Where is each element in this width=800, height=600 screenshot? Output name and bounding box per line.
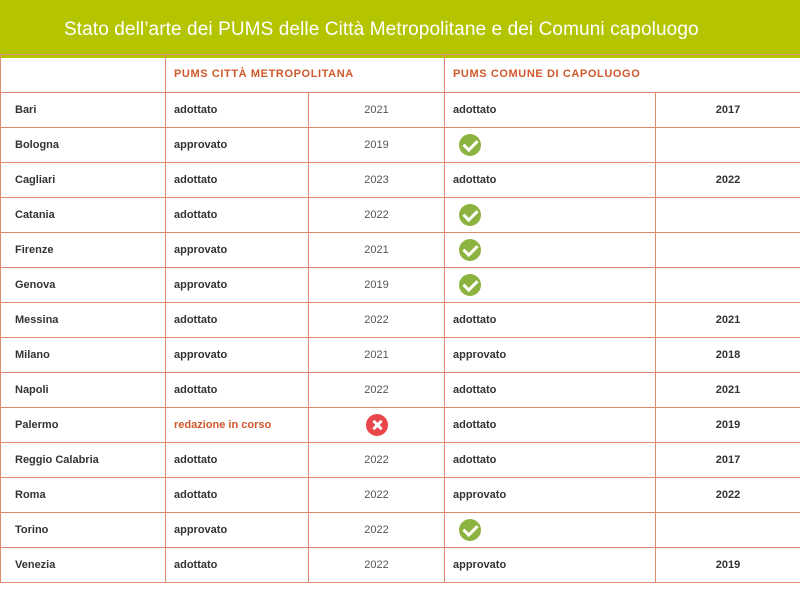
cross-icon xyxy=(366,414,388,436)
cc-status: adottato xyxy=(445,443,656,478)
cm-year: 2019 xyxy=(309,268,445,303)
city-name: Firenze xyxy=(1,233,166,268)
cc-year xyxy=(656,128,800,163)
cm-year: 2021 xyxy=(309,338,445,373)
title-banner xyxy=(0,0,800,58)
cm-year: 2022 xyxy=(309,198,445,233)
cm-year: 2021 xyxy=(309,233,445,268)
cm-status: approvato xyxy=(166,338,309,373)
table-row xyxy=(1,303,800,338)
city-name: Bari xyxy=(1,93,166,128)
check-icon xyxy=(459,134,481,156)
cc-status: adottato xyxy=(445,303,656,338)
cc-year: 2017 xyxy=(656,443,800,478)
cc-year: 2021 xyxy=(656,373,800,408)
cc-status: adottato xyxy=(445,373,656,408)
cc-status: approvato xyxy=(445,478,656,513)
cc-year xyxy=(656,198,800,233)
cc-status: adottato xyxy=(445,163,656,198)
cm-status: adottato xyxy=(166,373,309,408)
pums-table xyxy=(0,54,800,583)
cm-year: 2022 xyxy=(309,373,445,408)
city-name: Palermo xyxy=(1,408,166,443)
cm-status: adottato xyxy=(166,443,309,478)
cc-year xyxy=(656,233,800,268)
cc-year: 2018 xyxy=(656,338,800,373)
cc-year: 2017 xyxy=(656,93,800,128)
cc-status xyxy=(445,128,656,163)
header-cc: PUMS COMUNE DI CAPOLUOGO xyxy=(445,55,800,93)
city-name: Napoli xyxy=(1,373,166,408)
city-name: Roma xyxy=(1,478,166,513)
cm-status: redazione in corso xyxy=(166,408,309,443)
city-name: Catania xyxy=(1,198,166,233)
cm-status: adottato xyxy=(166,478,309,513)
cm-year: 2022 xyxy=(309,303,445,338)
table-row xyxy=(1,373,800,408)
cc-year: 2019 xyxy=(656,548,800,583)
cm-status: adottato xyxy=(166,93,309,128)
table-row xyxy=(1,338,800,373)
header-cm: PUMS CITTÀ METROPOLITANA xyxy=(166,55,445,93)
table-row xyxy=(1,513,800,548)
table-row xyxy=(1,198,800,233)
city-name: Torino xyxy=(1,513,166,548)
cc-year: 2021 xyxy=(656,303,800,338)
city-name: Venezia xyxy=(1,548,166,583)
cm-status: adottato xyxy=(166,548,309,583)
cm-status: approvato xyxy=(166,233,309,268)
city-name: Genova xyxy=(1,268,166,303)
cm-year xyxy=(309,408,445,443)
cm-year: 2021 xyxy=(309,93,445,128)
cm-status: approvato xyxy=(166,268,309,303)
cc-status: adottato xyxy=(445,93,656,128)
cm-year: 2022 xyxy=(309,478,445,513)
cm-status: adottato xyxy=(166,163,309,198)
table-row xyxy=(1,128,800,163)
check-icon xyxy=(459,519,481,541)
header-city-cell xyxy=(1,55,166,93)
cc-status xyxy=(445,513,656,548)
cm-year: 2022 xyxy=(309,443,445,478)
city-name: Messina xyxy=(1,303,166,338)
city-name: Cagliari xyxy=(1,163,166,198)
cm-status: approvato xyxy=(166,128,309,163)
cm-year: 2023 xyxy=(309,163,445,198)
cm-year: 2019 xyxy=(309,128,445,163)
cc-status xyxy=(445,198,656,233)
city-name: Bologna xyxy=(1,128,166,163)
table-row xyxy=(1,478,800,513)
check-icon xyxy=(459,239,481,261)
cc-year xyxy=(656,268,800,303)
cm-status: adottato xyxy=(166,303,309,338)
table-row xyxy=(1,443,800,478)
cm-year: 2022 xyxy=(309,513,445,548)
cc-status: approvato xyxy=(445,548,656,583)
city-name: Reggio Calabria xyxy=(1,443,166,478)
table-row xyxy=(1,163,800,198)
table-row xyxy=(1,233,800,268)
cc-year xyxy=(656,513,800,548)
check-icon xyxy=(459,274,481,296)
cm-year: 2022 xyxy=(309,548,445,583)
check-icon xyxy=(459,204,481,226)
table-row xyxy=(1,268,800,303)
cc-status xyxy=(445,233,656,268)
page-title: Stato dell’arte dei PUMS delle Città Metropolitane e dei Comuni capoluogo xyxy=(64,19,699,40)
cc-year: 2019 xyxy=(656,408,800,443)
cc-status: approvato xyxy=(445,338,656,373)
cc-year: 2022 xyxy=(656,163,800,198)
city-name: Milano xyxy=(1,338,166,373)
cc-status: adottato xyxy=(445,408,656,443)
cm-status: approvato xyxy=(166,513,309,548)
table-row xyxy=(1,548,800,583)
cc-year: 2022 xyxy=(656,478,800,513)
cm-status: adottato xyxy=(166,198,309,233)
cc-status xyxy=(445,268,656,303)
table-row xyxy=(1,408,800,443)
table-row xyxy=(1,93,800,128)
header-row xyxy=(1,55,800,93)
